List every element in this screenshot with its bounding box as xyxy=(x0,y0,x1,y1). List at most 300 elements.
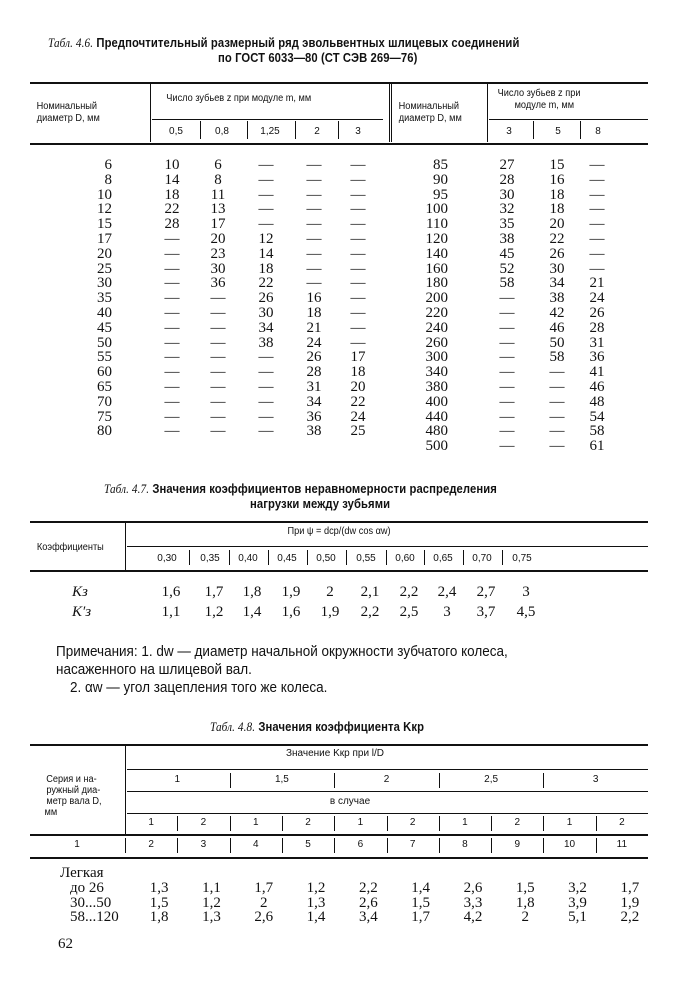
teeth-cell: — xyxy=(164,245,180,262)
teeth-cell: — xyxy=(549,393,565,410)
rule xyxy=(596,838,597,853)
teeth-cell: 48 xyxy=(589,393,605,410)
diameter-cell: 65 xyxy=(97,379,112,395)
teeth-cell: 18 xyxy=(306,305,322,321)
teeth-cell: — xyxy=(499,305,515,321)
teeth-cell: 21 xyxy=(306,319,322,336)
kkr-value: 1,4 xyxy=(411,880,431,896)
rule xyxy=(127,546,648,547)
teeth-cell: 18 xyxy=(549,186,565,203)
teeth-cell: — xyxy=(549,364,565,381)
teeth-cell: 41 xyxy=(589,364,605,381)
coef-value: 2,2 xyxy=(399,584,419,600)
series-header: ружный диа- xyxy=(46,785,101,796)
teeth-cell: 24 xyxy=(306,334,322,351)
teeth-cell: 20 xyxy=(350,379,366,395)
teeth-cell: 30 xyxy=(499,186,515,203)
teeth-cell: — xyxy=(589,171,605,188)
teeth-cell: 30 xyxy=(210,260,226,277)
rule xyxy=(543,773,544,788)
rule xyxy=(334,773,335,788)
teeth-cell: 38 xyxy=(306,423,322,440)
teeth-cell: — xyxy=(589,216,605,233)
kkr-value: 1,5 xyxy=(515,880,535,896)
teeth-cell: 22 xyxy=(258,275,274,292)
case-value: 2 xyxy=(514,817,521,828)
caption-label: Табл. 4.7. xyxy=(104,482,150,496)
module-header: 0,5 xyxy=(169,126,183,137)
teeth-cell: — xyxy=(164,334,180,351)
diameter-cell: 90 xyxy=(433,171,448,188)
column-number: 1 xyxy=(74,839,80,850)
rule xyxy=(543,816,544,831)
ld-value: 1 xyxy=(174,774,181,785)
teeth-cell: 61 xyxy=(589,438,605,455)
kkr-value: 1,8 xyxy=(149,909,169,925)
teeth-cell: — xyxy=(164,423,180,440)
teeth-cell: — xyxy=(164,408,180,425)
diam-header-2: диаметр D, мм xyxy=(36,113,100,124)
diameter-cell: 500 xyxy=(425,438,448,455)
teeth-cell: 18 xyxy=(258,260,274,277)
column-number: 3 xyxy=(200,839,207,850)
teeth-cell: — xyxy=(164,379,180,395)
rule xyxy=(30,82,648,84)
rule xyxy=(152,119,383,120)
kkr-value: 1,7 xyxy=(411,909,431,925)
diameter-cell: 100 xyxy=(425,201,448,218)
diameter-cell: 440 xyxy=(425,408,448,425)
coef-value: 2,1 xyxy=(360,584,380,600)
teeth-cell: 26 xyxy=(258,290,274,307)
teeth-cell: 31 xyxy=(306,379,322,395)
kkr-value: 1,4 xyxy=(306,909,326,925)
rule xyxy=(247,121,248,139)
coef-value: 1,9 xyxy=(320,604,340,620)
teeth-cell: 22 xyxy=(549,231,565,247)
teeth-cell: — xyxy=(549,423,565,440)
coef-value: 4,5 xyxy=(516,604,536,620)
psi-value: 0,30 xyxy=(157,553,177,564)
teeth-cell: 27 xyxy=(499,157,515,173)
coef-value: 1,4 xyxy=(242,604,262,620)
case-value: 1 xyxy=(357,817,364,828)
diameter-cell: 75 xyxy=(97,408,112,425)
module-header: 3 xyxy=(506,126,512,137)
rule xyxy=(338,121,339,139)
teeth-cell: — xyxy=(258,349,274,366)
rule xyxy=(268,550,269,565)
teeth-cell: — xyxy=(589,186,605,203)
diameter-cell: 17 xyxy=(97,231,112,247)
rule xyxy=(229,550,230,565)
column-number: 9 xyxy=(514,839,521,850)
rule xyxy=(230,838,231,853)
kkr-value: 1,2 xyxy=(202,894,221,911)
kkr-value: 2 xyxy=(260,894,268,911)
teeth-cell: 25 xyxy=(350,423,366,440)
teeth-cell: — xyxy=(589,260,605,277)
teeth-cell: — xyxy=(210,423,226,440)
teeth-cell: — xyxy=(306,275,322,292)
kkr-value: 1,1 xyxy=(202,880,221,896)
coef-value: 1,6 xyxy=(161,584,181,600)
psi-value: 0,60 xyxy=(395,553,415,564)
diameter-cell: 12 xyxy=(97,201,112,218)
kkr-value: 2 xyxy=(521,909,529,925)
rule xyxy=(307,550,308,565)
kkr-value: 1,3 xyxy=(202,909,221,925)
teeth-cell: — xyxy=(589,157,605,173)
teeth-cell: — xyxy=(258,393,274,410)
teeth-cell: — xyxy=(258,216,274,233)
module-header: 8 xyxy=(595,126,601,137)
rule xyxy=(334,838,335,853)
coef-value: 2 xyxy=(326,584,334,600)
teeth-header: Число зубьев z при модуле m, мм xyxy=(166,93,312,104)
teeth-cell: — xyxy=(164,305,180,321)
teeth-cell: 46 xyxy=(549,319,565,336)
case-value: 1 xyxy=(148,817,154,828)
diameter-cell: 20 xyxy=(97,245,112,262)
column-number: 7 xyxy=(409,839,416,850)
teeth-cell: 10 xyxy=(164,157,180,173)
rule xyxy=(346,550,347,565)
teeth-cell: 32 xyxy=(499,201,515,218)
kkr-value: 3,3 xyxy=(463,894,483,911)
teeth-cell: 36 xyxy=(589,349,605,366)
teeth-cell: 26 xyxy=(549,245,565,262)
kkr-value: 1,5 xyxy=(411,894,431,911)
case-value: 1 xyxy=(462,817,468,828)
teeth-header-r1: Число зубьев z при xyxy=(497,88,581,99)
teeth-cell: — xyxy=(350,275,366,292)
series-header: метр вала D, xyxy=(46,796,102,807)
case-value: 1 xyxy=(252,817,259,828)
rule xyxy=(424,550,425,565)
kkr-value: 1,9 xyxy=(620,894,640,911)
teeth-cell: 14 xyxy=(164,171,180,188)
teeth-cell: — xyxy=(258,408,274,425)
kkr-value: 2,6 xyxy=(254,909,274,925)
teeth-cell: — xyxy=(350,157,366,173)
teeth-cell: 42 xyxy=(549,305,565,321)
caption-label: Табл. 4.6. xyxy=(48,36,94,50)
teeth-cell: — xyxy=(306,245,322,262)
rule xyxy=(125,746,126,834)
teeth-cell: — xyxy=(350,231,366,247)
teeth-cell: 24 xyxy=(589,290,605,307)
rule xyxy=(230,773,231,788)
teeth-cell: 23 xyxy=(210,245,226,262)
column-number: 6 xyxy=(357,839,364,850)
teeth-cell: — xyxy=(499,393,515,410)
diameter-cell: 340 xyxy=(425,364,448,381)
teeth-cell: 16 xyxy=(306,290,322,307)
note-1-cont: насаженного на шлицевой вал. xyxy=(56,662,252,678)
row-label: 30...50 xyxy=(70,894,112,911)
teeth-cell: 6 xyxy=(214,157,222,173)
rule xyxy=(30,570,648,572)
row-label: до 26 xyxy=(70,880,104,896)
teeth-cell: 34 xyxy=(549,275,565,292)
diam-header-r2: диаметр D, мм xyxy=(398,113,462,124)
module-header: 1,25 xyxy=(260,126,280,137)
teeth-cell: 38 xyxy=(258,334,274,351)
diameter-cell: 380 xyxy=(425,379,448,395)
rule xyxy=(487,84,488,142)
group-label: Легкая xyxy=(60,865,104,881)
diameter-cell: 40 xyxy=(97,305,112,321)
teeth-cell: 8 xyxy=(214,171,222,188)
teeth-cell: — xyxy=(350,334,366,351)
series-header: Серия и на- xyxy=(46,774,97,785)
teeth-cell: — xyxy=(350,171,366,188)
coef-value: 2,7 xyxy=(476,584,496,600)
psi-value: 0,55 xyxy=(356,553,376,564)
psi-value: 0,45 xyxy=(277,553,297,564)
rule xyxy=(439,816,440,831)
diameter-cell: 50 xyxy=(97,334,112,351)
ld-value: 2,5 xyxy=(484,774,499,785)
table-4-6-caption-line2: по ГОСТ 6033—80 (СТ СЭВ 269—76) xyxy=(218,51,418,65)
teeth-cell: 46 xyxy=(589,379,605,395)
teeth-cell: — xyxy=(499,423,515,440)
teeth-cell: 36 xyxy=(306,408,322,425)
diameter-cell: 85 xyxy=(433,157,448,173)
table-4-7-caption xyxy=(104,482,497,497)
teeth-cell: — xyxy=(350,290,366,307)
rule xyxy=(389,84,392,142)
teeth-cell: 18 xyxy=(549,201,565,218)
caption-text: Значения коэффициентов неравномерности распределения xyxy=(152,482,497,496)
ld-value: 1,5 xyxy=(274,774,289,785)
rule xyxy=(439,838,440,853)
teeth-cell: 28 xyxy=(589,319,605,336)
teeth-cell: — xyxy=(499,364,515,381)
rule xyxy=(387,838,388,853)
coef-header: Коэффициенты xyxy=(36,542,104,553)
teeth-cell: 28 xyxy=(306,364,322,381)
diameter-cell: 15 xyxy=(97,216,112,233)
kkr-value: 2,2 xyxy=(620,909,640,925)
kkr-value: 2,6 xyxy=(463,880,483,896)
teeth-cell: — xyxy=(350,201,366,218)
coef-value: 1,1 xyxy=(161,604,181,620)
teeth-cell: 30 xyxy=(549,260,565,277)
teeth-cell: 35 xyxy=(499,216,515,233)
column-number: 5 xyxy=(305,839,311,850)
rule xyxy=(533,121,534,139)
diam-header-r1: Номинальный xyxy=(398,101,460,112)
teeth-cell: — xyxy=(499,319,515,336)
teeth-cell: — xyxy=(210,393,226,410)
teeth-cell: — xyxy=(589,231,605,247)
teeth-cell: — xyxy=(258,201,274,218)
rule xyxy=(127,791,648,792)
diameter-cell: 260 xyxy=(425,334,448,351)
coef-value: 1,8 xyxy=(242,584,262,600)
rule xyxy=(127,813,648,814)
case-value: 2 xyxy=(305,817,311,828)
psi-value: 0,70 xyxy=(472,553,492,564)
kkr-value: 3,9 xyxy=(568,894,587,911)
kkr-value: 1,8 xyxy=(515,894,535,911)
teeth-cell: — xyxy=(306,186,322,203)
rule xyxy=(387,816,388,831)
column-number: 2 xyxy=(148,839,154,850)
teeth-cell: 54 xyxy=(589,408,605,425)
teeth-cell: 11 xyxy=(210,186,226,203)
teeth-cell: 52 xyxy=(499,260,515,277)
psi-value: 0,40 xyxy=(238,553,258,564)
teeth-cell: — xyxy=(350,260,366,277)
teeth-cell: — xyxy=(258,171,274,188)
teeth-cell: — xyxy=(164,290,180,307)
teeth-cell: — xyxy=(589,245,605,262)
teeth-cell: — xyxy=(350,186,366,203)
module-header: 5 xyxy=(555,126,561,137)
teeth-cell: 34 xyxy=(306,393,322,410)
teeth-cell: — xyxy=(258,186,274,203)
teeth-cell: — xyxy=(499,408,515,425)
teeth-cell: 26 xyxy=(589,305,605,321)
case-value: 2 xyxy=(200,817,207,828)
rule xyxy=(125,523,126,570)
kkr-value: 1,2 xyxy=(306,880,326,896)
module-header: 3 xyxy=(355,126,361,137)
teeth-cell: 28 xyxy=(164,216,180,233)
caption-text: Предпочтительный размерный ряд эвольвентных шлицевых соединений xyxy=(96,36,520,50)
teeth-cell: 38 xyxy=(499,231,515,247)
kkr-value: 1,7 xyxy=(620,880,640,896)
rule xyxy=(230,816,231,831)
diameter-cell: 180 xyxy=(425,275,448,292)
teeth-cell: — xyxy=(258,364,274,381)
rule xyxy=(200,121,201,139)
table-4-6-caption xyxy=(48,36,519,51)
teeth-cell: 22 xyxy=(164,201,180,218)
teeth-cell: — xyxy=(210,319,226,336)
rule xyxy=(125,838,126,853)
teeth-cell: — xyxy=(210,379,226,395)
diameter-cell: 200 xyxy=(425,290,448,307)
teeth-cell: — xyxy=(499,334,515,351)
teeth-cell: — xyxy=(306,157,322,173)
teeth-cell: 20 xyxy=(549,216,565,233)
teeth-cell: — xyxy=(210,290,226,307)
kkr-value: 1,5 xyxy=(149,894,169,911)
teeth-cell: — xyxy=(549,438,565,455)
teeth-cell: 14 xyxy=(258,245,274,262)
teeth-cell: — xyxy=(306,231,322,247)
teeth-cell: — xyxy=(210,408,226,425)
teeth-cell: — xyxy=(210,364,226,381)
coef-value: 2,4 xyxy=(437,584,457,600)
coef-label: K′з xyxy=(72,604,92,620)
rule xyxy=(489,119,648,120)
rule xyxy=(282,838,283,853)
diameter-cell: 480 xyxy=(425,423,448,440)
teeth-cell: 12 xyxy=(258,231,274,247)
psi-header: При ψ = dср/(dw cos αw) xyxy=(287,526,391,537)
ld-value: 3 xyxy=(592,774,599,785)
teeth-cell: — xyxy=(306,216,322,233)
module-header: 0,8 xyxy=(215,126,229,137)
ld-value: 2 xyxy=(383,774,390,785)
teeth-cell: 34 xyxy=(258,319,274,336)
rule xyxy=(282,816,283,831)
teeth-cell: 17 xyxy=(350,349,366,366)
teeth-cell: — xyxy=(258,379,274,395)
teeth-cell: 18 xyxy=(164,186,180,203)
diameter-cell: 45 xyxy=(97,319,112,336)
diameter-cell: 80 xyxy=(97,423,112,440)
teeth-cell: 18 xyxy=(350,364,366,381)
teeth-cell: — xyxy=(499,290,515,307)
coef-value: 1,6 xyxy=(281,604,301,620)
note-1: Примечания: 1. dw — диаметр начальной окружности зубчатого колеса, xyxy=(56,644,508,660)
column-number: 10 xyxy=(563,839,576,850)
teeth-cell: — xyxy=(164,231,180,247)
diameter-cell: 10 xyxy=(97,186,112,203)
coef-value: 1,7 xyxy=(204,584,224,600)
diameter-cell: 160 xyxy=(425,260,448,277)
rule xyxy=(491,816,492,831)
diameter-cell: 35 xyxy=(97,290,112,307)
coef-value: 3 xyxy=(443,604,451,620)
diameter-cell: 220 xyxy=(425,305,448,321)
diameter-cell: 8 xyxy=(104,171,112,188)
psi-value: 0,65 xyxy=(433,553,453,564)
rule xyxy=(439,773,440,788)
case-value: 1 xyxy=(566,817,573,828)
diameter-cell: 140 xyxy=(425,245,448,262)
coef-value: 2,2 xyxy=(360,604,380,620)
teeth-cell: — xyxy=(210,349,226,366)
column-number: 4 xyxy=(252,839,259,850)
note-2: 2. αw — угол зацепления того же колеса. xyxy=(70,680,328,696)
table-4-8-caption xyxy=(210,720,424,735)
teeth-cell: 58 xyxy=(499,275,515,292)
teeth-cell: 21 xyxy=(589,275,605,292)
teeth-cell: — xyxy=(210,305,226,321)
teeth-cell: — xyxy=(549,379,565,395)
value-header: Значение Kкр при l/D xyxy=(285,748,385,759)
teeth-cell: — xyxy=(210,334,226,351)
diameter-cell: 300 xyxy=(425,349,448,366)
teeth-cell: 28 xyxy=(499,171,515,188)
teeth-cell: — xyxy=(499,379,515,395)
teeth-cell: — xyxy=(499,438,515,455)
teeth-cell: 24 xyxy=(350,408,366,425)
teeth-cell: 13 xyxy=(210,201,226,218)
diameter-cell: 120 xyxy=(425,231,448,247)
teeth-cell: — xyxy=(164,364,180,381)
teeth-cell: — xyxy=(350,216,366,233)
teeth-cell: — xyxy=(258,157,274,173)
teeth-cell: — xyxy=(164,275,180,292)
teeth-cell: — xyxy=(306,201,322,218)
rule xyxy=(502,550,503,565)
diameter-cell: 30 xyxy=(97,275,112,292)
psi-value: 0,75 xyxy=(512,553,532,564)
caption-text: Значения коэффициента Kкр xyxy=(258,720,425,734)
case-value: 2 xyxy=(619,817,625,828)
rule xyxy=(580,121,581,139)
coef-value: 3 xyxy=(522,584,530,600)
kkr-value: 2,6 xyxy=(358,894,378,911)
